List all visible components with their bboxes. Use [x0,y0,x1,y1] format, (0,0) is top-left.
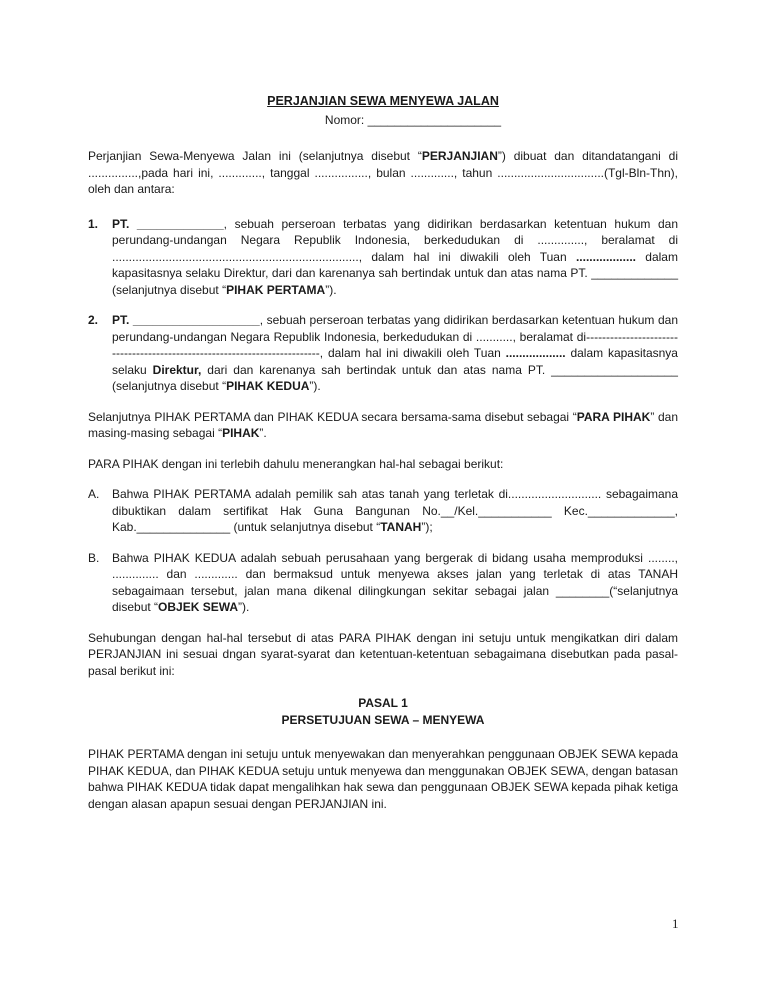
party-text: , sebuah perseroan terbatas yang didirikan berdasarkan ketentuan hukum dan perundang-undangan Negara Republik Indonesia, berkedudukan di ..........., beralamat di---------------------------------------------------------------------------, dalam hal ini diwakili oleh Tuan [112,313,678,360]
page-number: 1 [672,916,679,931]
intro-text-1: Perjanjian Sewa-Menyewa Jalan ini (selanjutnya disebut “ [88,149,422,163]
party-text: dalam kapasitasnya selaku [112,346,678,377]
recital-marker: B. [88,550,100,565]
party-marker: 1. [88,216,99,231]
joint-text: Selanjutnya PIHAK PERTAMA dan PIHAK KEDUA secara bersama-sama disebut sebagai “ [88,409,577,424]
joint-text: ”. [259,426,267,440]
party-item-1 [88,216,678,299]
intro-bold-1: PERJANJIAN [421,149,498,163]
party-representative: .................. [575,249,636,264]
party-text: ”). [309,379,321,393]
pasal-number: PASAL 1 [358,696,408,710]
recital-text: ”); [421,520,433,534]
party-body [112,216,678,299]
preface-paragraph: PARA PIHAK dengan ini terlebih dahulu menerangkan hal-hal sebagai berikut: [88,456,504,471]
party-text: ”). [325,282,337,297]
document-number: Nomor: ____________________ [324,112,502,127]
recital-body [112,550,678,616]
recital-text: Bahwa PIHAK PERTAMA adalah pemilik sah atas tanah yang terletak di............................ sebagaimana dibuktikan dalam sertifikat Hak Guna Bangunan No.__/Kel.___________ Kec._____________, Kab.______________ (untuk selanjutnya disebut “ [112,487,678,534]
party-role: Direktur, [152,362,202,377]
closing-paragraph: Sehubungan dengan hal-hal tersebut di atas PARA PIHAK dengan ini setuju untuk mengikatkan diri dalam PERJANJIAN ini sesuai dngan syarat-syarat dan ketentuan-ketentuan sebagaimana disebutkan pada pasal-pasal berikut ini: [88,630,678,678]
party-body [112,312,678,395]
intro-text-2: ”) dibuat dan ditandatangani di ...............,pada hari ini, ............., tanggal ................, bulan ............., tahun ................................(Tgl-Bln-Thn), oleh dan antara: [88,149,678,196]
document-title: PERJANJIAN SEWA MENYEWA JALAN [267,94,499,108]
recital-text: Bahwa PIHAK KEDUA adalah sebuah perusahaan yang bergerak di bidang usaha memproduksi ........, .............. dan ............. dan bermaksud untuk menyewa akses jalan yang terletak di atas TANAH sebagaimaan tersebut, jalan mana dikenal dilingkungan sekitar sebagai jalan ________(“selanjutnya disebut “ [112,550,678,614]
recital-text: ”). [238,600,250,614]
party-text: , sebuah perseroan terbatas yang didirikan berdasarkan ketentuan hukum dan perundang-undangan Negara Republik Indonesia, berkedudukan di .............., beralamat di .........................................................................., dalam hal ini diwakili oleh Tuan [112,216,678,264]
pasal-body: PIHAK PERTAMA dengan ini setuju untuk menyewakan dan menyerahkan penggunaan OBJEK SEWA kepada PIHAK KEDUA, dan PIHAK KEDUA setuju untuk menyewa dan menggunakan OBJEK SEWA, dengan batasan bahwa PIHAK KEDUA tidak dapat mengalihkan hak sewa dan penggunaan OBJEK SEWA kepada pihak ketiga dengan alasan apapun sesuai dengan PERJANJIAN ini. [88,747,678,811]
pasal-title: PERSETUJUAN SEWA – MENYEWA [281,712,485,727]
party-company: PT. _____________ [112,216,224,231]
party-alias: PIHAK KEDUA [226,379,310,393]
party-marker: 2. [88,313,99,327]
recital-item-b [88,550,678,616]
recital-bold: OBJEK SEWA [158,600,239,614]
recital-item-a [88,486,678,536]
joint-text: ” dan masing-masing sebagai “ [88,409,679,440]
intro-paragraph [88,148,678,198]
party-text: dari dan karenanya sah bertindak untuk dan atas nama PT. ___________________ (selanjutnya disebut “ [112,362,678,393]
party-item-2 [88,312,678,395]
recital-body [112,486,678,536]
party-representative: .................. [505,346,566,360]
joint-bold: PARA PIHAK [576,409,651,424]
party-company: PT. ___________________ [112,313,260,327]
joint-bold: PIHAK [222,426,260,440]
party-text: dalam kapasitasnya selaku Direktur, dari dan karenanya sah bertindak untuk dan atas nama PT. _____________ (selanjutnya disebut “ [112,249,678,297]
party-alias: PIHAK PERTAMA [226,282,326,297]
recital-marker: A. [88,487,100,501]
joint-paragraph [88,409,678,442]
recital-bold: TANAH [380,520,422,534]
document-page [88,90,678,812]
